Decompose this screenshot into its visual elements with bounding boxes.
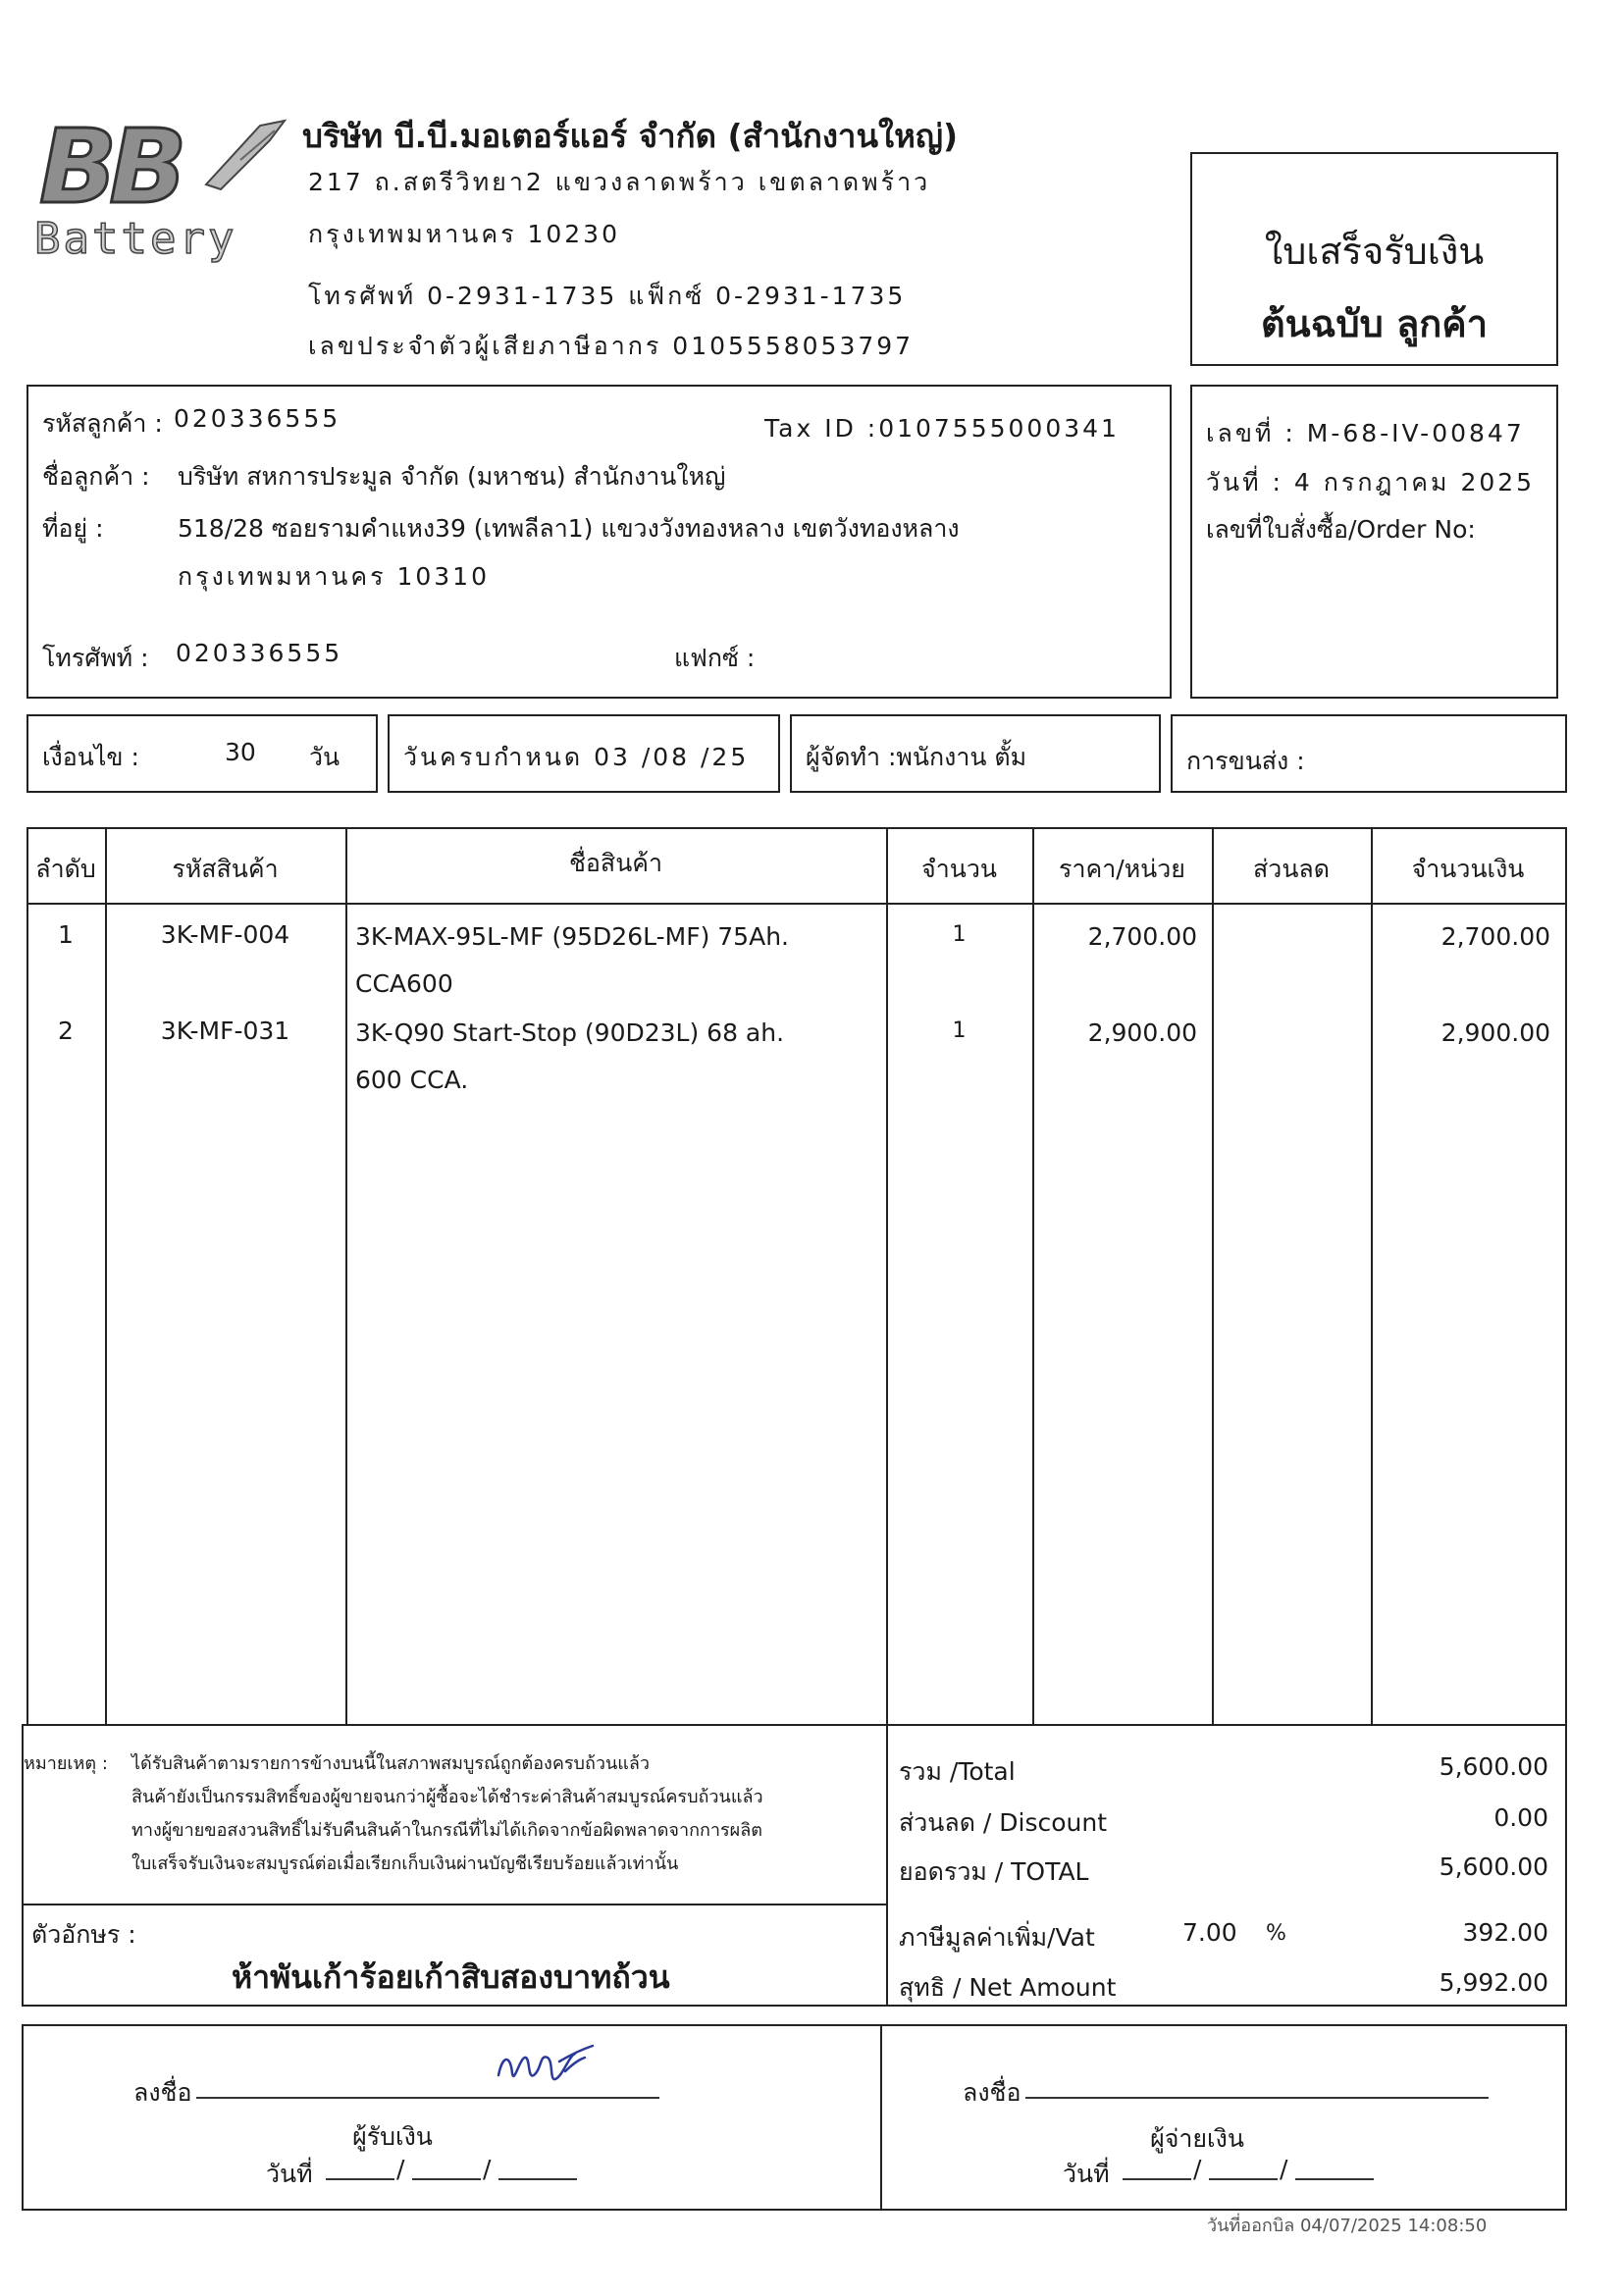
doc-date: วันที่ : 4 กรกฎาคม 2025 xyxy=(1206,468,1536,496)
summary-mid-border xyxy=(886,1724,888,2007)
col-header-discount: ส่วนลด xyxy=(1253,855,1330,883)
condition-days: 30 xyxy=(225,738,256,766)
row-price: 2,900.00 xyxy=(1087,1018,1197,1047)
remarks-line1: ได้รับสินค้าตามรายการข้างบนนี้ในสภาพสมบูรณ์ถูกต้องครบถ้วนแล้ว xyxy=(131,1753,651,1774)
summary-bottom-border xyxy=(22,2005,1567,2007)
table-header-border xyxy=(26,903,1567,905)
signature-divider xyxy=(880,2024,882,2211)
row-code: 3K-MF-031 xyxy=(160,1017,290,1045)
discount-value: 0.00 xyxy=(1493,1803,1548,1832)
vat-rate: 7.00 xyxy=(1182,1918,1237,1947)
signature-box xyxy=(22,2024,1567,2211)
due-date-box xyxy=(388,714,780,793)
customer-phone-label: โทรศัพท์ : xyxy=(42,644,149,672)
row-code: 3K-MF-004 xyxy=(160,920,290,949)
summary-right-border xyxy=(1565,1724,1567,2007)
payer-date-sep: / xyxy=(1193,2155,1202,2183)
table-top-border xyxy=(26,827,1567,829)
row-no: 2 xyxy=(58,1017,74,1045)
condition-label: เงื่อนไข : xyxy=(42,743,139,771)
receiver-role: ผู้รับเงิน xyxy=(352,2122,433,2151)
doc-info-box xyxy=(1190,385,1558,699)
row-qty: 1 xyxy=(952,1018,967,1043)
amount-words-label: ตัวอักษร : xyxy=(31,1920,136,1949)
row-price: 2,700.00 xyxy=(1087,922,1197,951)
row-name-line1: 3K-MAX-95L-MF (95D26L-MF) 75Ah. xyxy=(355,922,789,951)
col-header-qty: จำนวน xyxy=(921,855,997,883)
col-header-name: ชื่อสินค้า xyxy=(568,849,663,877)
condition-unit: วัน xyxy=(309,743,340,771)
shipping-box xyxy=(1171,714,1567,793)
net-amount-value: 5,992.00 xyxy=(1439,1968,1548,1997)
col-sep-2 xyxy=(345,827,347,1726)
col-sep-4 xyxy=(1032,827,1034,1726)
receiver-date-label: วันที่ xyxy=(266,2160,313,2188)
logo-mark: BB xyxy=(39,107,180,227)
doc-number: เลขที่ : M-68-IV-00847 xyxy=(1206,419,1525,447)
payer-date-day-line xyxy=(1123,2178,1191,2180)
logo-swoosh-icon xyxy=(201,116,289,194)
row-amount: 2,900.00 xyxy=(1440,1018,1550,1047)
receiver-date-sep2: / xyxy=(483,2155,492,2183)
row-amount: 2,700.00 xyxy=(1440,922,1550,951)
company-address-line1: 217 ถ.สตรีวิทยา2 แขวงลาดพร้าว เขตลาดพร้าว xyxy=(308,168,931,196)
total-label: รวม /Total xyxy=(899,1757,1016,1786)
row-no: 1 xyxy=(58,920,74,949)
payer-date-month-line xyxy=(1209,2178,1278,2180)
payer-date-sep2: / xyxy=(1280,2155,1288,2183)
col-sep-3 xyxy=(886,827,888,1726)
logo-wordmark: Battery xyxy=(34,214,237,264)
customer-address-line2: กรุงเทพมหานคร 10310 xyxy=(178,562,490,591)
remarks-line3: ทางผู้ขายขอสงวนสิทธิ์ไม่รับคืนสินค้าในกรณีที่ไม่ได้เกิดจากข้อผิดพลาดจากการผลิต xyxy=(131,1820,762,1841)
customer-code-label: รหัสลูกค้า : xyxy=(42,409,163,438)
customer-phone: 020336555 xyxy=(176,639,343,667)
terms-condition-box xyxy=(26,714,378,793)
receiver-signature-line xyxy=(196,2097,659,2099)
payer-signature-line xyxy=(1025,2097,1489,2099)
company-phone: โทรศัพท์ 0-2931-1735 แฟ็กซ์ 0-2931-1735 xyxy=(308,282,907,310)
vat-value: 392.00 xyxy=(1462,1918,1548,1947)
grand-total-value: 5,600.00 xyxy=(1439,1852,1548,1881)
grand-total-label: ยอดรวม / TOTAL xyxy=(899,1857,1089,1886)
table-right-border xyxy=(1565,827,1567,1726)
customer-address-line1: 518/28 ซอยรามคำแหง39 (เทพลีลา1) แขวงวังทองหลาง เขตวังทองหลาง xyxy=(178,514,960,543)
total-value: 5,600.00 xyxy=(1439,1752,1548,1781)
doc-copy-type: ต้นฉบับ ลูกค้า xyxy=(1260,302,1489,345)
company-name: บริษัท บี.บี.มอเตอร์แอร์ จำกัด (สำนักงานใหญ่) xyxy=(302,117,959,155)
customer-code: 020336555 xyxy=(174,404,341,433)
company-address-line2: กรุงเทพมหานคร 10230 xyxy=(308,220,620,248)
prepared-by: ผู้จัดทำ :พนักงาน ตั้ม xyxy=(806,743,1027,771)
shipping-label: การขนส่ง : xyxy=(1186,747,1305,775)
col-sep-1 xyxy=(105,827,107,1726)
col-sep-6 xyxy=(1371,827,1373,1726)
customer-fax-label: แฟกซ์ : xyxy=(674,644,756,672)
col-header-no: ลำดับ xyxy=(35,855,96,883)
payer-role: ผู้จ่ายเงิน xyxy=(1150,2124,1244,2153)
remarks-line4: ใบเสร็จรับเงินจะสมบูรณ์ต่อเมื่อเรียกเก็บเงินผ่านบัญชีเรียบร้อยแล้วเท่านั้น xyxy=(131,1853,679,1874)
col-sep-5 xyxy=(1212,827,1214,1726)
print-timestamp: วันที่ออกบิล 04/07/2025 14:08:50 xyxy=(1207,2216,1488,2236)
vat-label: ภาษีมูลค่าเพิ่ม/Vat xyxy=(899,1923,1095,1952)
row-name-line1: 3K-Q90 Start-Stop (90D23L) 68 ah. xyxy=(355,1018,785,1047)
due-date: วันครบกำหนด 03 /08 /25 xyxy=(403,743,750,771)
company-tax-id: เลขประจำตัวผู้เสียภาษีอากร 0105558053797 xyxy=(308,332,915,360)
doc-order-no: เลขที่ใบสั่งซื้อ/Order No: xyxy=(1206,515,1476,544)
prepared-by-box xyxy=(790,714,1161,793)
payer-sign-label: ลงชื่อ xyxy=(963,2078,1021,2107)
handwritten-signature-icon xyxy=(491,2036,599,2095)
row-name-line2: CCA600 xyxy=(355,969,453,998)
receiver-date-year-line xyxy=(498,2178,577,2180)
receiver-date-day-line xyxy=(326,2178,394,2180)
net-amount-label: สุทธิ / Net Amount xyxy=(899,1973,1117,2002)
remarks-line2: สินค้ายังเป็นกรรมสิทธิ์ของผู้ขายจนกว่าผู้ซื้อจะได้ชำระค่าสินค้าสมบูรณ์ครบถ้วนแล้ว xyxy=(131,1787,763,1807)
summary-top-border xyxy=(22,1724,1567,1726)
customer-tax-id: Tax ID :0107555000341 xyxy=(764,414,1120,443)
vat-percent-sign: % xyxy=(1266,1921,1286,1946)
table-left-border xyxy=(26,827,28,1726)
customer-name-label: ชื่อลูกค้า : xyxy=(42,462,150,491)
row-name-line2: 600 CCA. xyxy=(355,1066,469,1094)
customer-box xyxy=(26,385,1172,699)
col-header-amount: จำนวนเงิน xyxy=(1411,855,1525,883)
col-header-code: รหัสสินค้า xyxy=(172,855,279,883)
payer-date-year-line xyxy=(1295,2178,1374,2180)
discount-label: ส่วนลด / Discount xyxy=(899,1808,1108,1837)
row-qty: 1 xyxy=(952,922,967,947)
customer-address-label: ที่อยู่ : xyxy=(42,514,104,543)
remarks-label: หมายเหตุ : xyxy=(24,1753,108,1774)
receiver-date-sep: / xyxy=(396,2155,405,2183)
remarks-bottom-border xyxy=(22,1904,886,1905)
payer-date-label: วันที่ xyxy=(1063,2160,1110,2188)
col-header-price: ราคา/หน่วย xyxy=(1059,855,1185,883)
customer-name: บริษัท สหการประมูล จำกัด (มหาชน) สำนักงานใหญ่ xyxy=(178,462,726,491)
doc-title: ใบเสร็จรับเงิน xyxy=(1264,230,1485,273)
doc-title-box xyxy=(1190,152,1558,366)
amount-in-words: ห้าพันเก้าร้อยเก้าสิบสองบาทถ้วน xyxy=(232,1958,670,1996)
receiver-sign-label: ลงชื่อ xyxy=(133,2078,192,2107)
receiver-date-month-line xyxy=(412,2178,481,2180)
